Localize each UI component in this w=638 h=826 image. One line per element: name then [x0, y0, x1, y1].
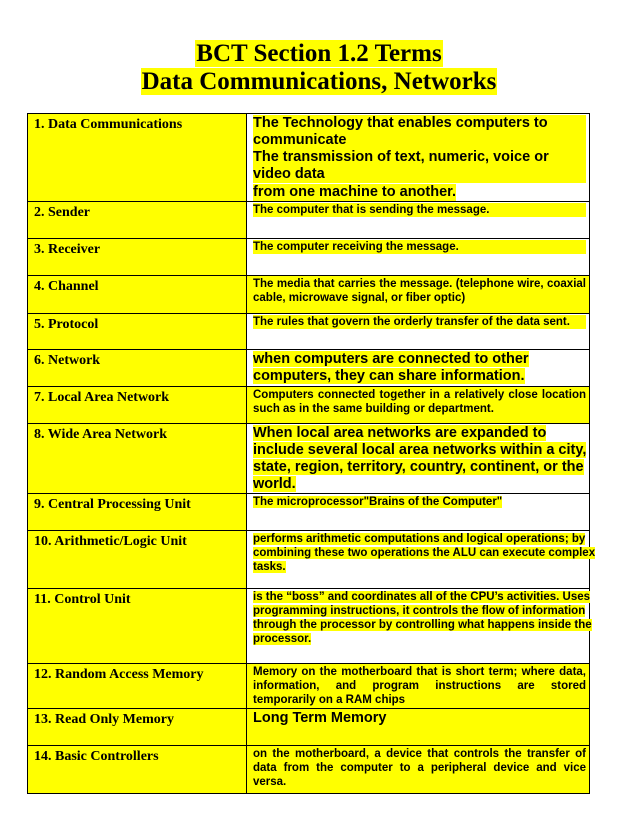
term-cell: 8. Wide Area Network — [28, 424, 247, 494]
definition-text: Computers connected together in a relatively close location such as in the same building or department. — [253, 389, 586, 415]
table-row — [28, 424, 590, 494]
terms-table — [27, 113, 596, 794]
definition-cell — [247, 709, 590, 746]
definition-line: from one machine to another. — [253, 184, 457, 200]
table-row — [28, 387, 590, 424]
term-cell: 10. Arithmetic/Logic Unit — [28, 531, 247, 589]
definition-text: The computer that is sending the message. — [253, 203, 586, 217]
definition-cell — [247, 276, 590, 314]
definition-cell — [247, 387, 590, 424]
definition-text: The microprocessor"Brains of the Computer" — [253, 496, 503, 508]
definition-cell — [247, 202, 590, 239]
table-row — [28, 114, 590, 202]
term-cell: 12. Random Access Memory — [28, 664, 247, 709]
term-cell: 9. Central Processing Unit — [28, 494, 247, 531]
table-row — [28, 494, 590, 531]
table-row — [28, 531, 590, 589]
term-cell: 7. Local Area Network — [28, 387, 247, 424]
term-cell: 1. Data Communications — [28, 114, 247, 202]
definition-cell — [247, 114, 590, 202]
definition-text: Long Term Memory — [253, 710, 387, 726]
term-cell: 11. Control Unit — [28, 589, 247, 664]
table-row — [28, 202, 590, 239]
definition-text: Memory on the motherboard that is short term; where data, information, and program instructions are stored temporarily on a RAM chips — [253, 666, 586, 706]
table-row — [28, 709, 590, 746]
table-row — [28, 589, 590, 664]
table-row — [28, 350, 590, 387]
definition-line: The transmission of text, numeric, voice or video data — [253, 149, 586, 183]
definition-cell — [247, 664, 590, 709]
definition-text: performs arithmetic computations and logical operations; by combining these two operations the ALU can execute complex tasks. — [253, 533, 596, 573]
term-cell: 13. Read Only Memory — [28, 709, 247, 746]
table-row — [28, 276, 590, 314]
page-title: BCT Section 1.2 Terms — [196, 40, 442, 67]
definition-line: The Technology that enables computers to communicate — [253, 115, 586, 149]
definition-cell — [247, 494, 590, 531]
definition-cell — [247, 589, 590, 664]
table-row — [28, 746, 590, 794]
table-row — [28, 664, 590, 709]
definition-text: is the “boss” and coordinates all of the CPU’s activities. Uses programming instructions, it controls the flow of information through the processor by controlling what happens inside the processor. — [253, 591, 592, 645]
definition-cell — [247, 350, 590, 387]
term-cell: 5. Protocol — [28, 314, 247, 350]
definition-cell — [247, 746, 590, 794]
definition-cell — [247, 314, 590, 350]
definition-cell — [247, 531, 596, 589]
table-row — [28, 239, 590, 276]
definition-cell — [247, 424, 590, 494]
table-row — [28, 314, 590, 350]
definition-text: The media that carries the message. (telephone wire, coaxial cable, microwave signal, or fiber optic) — [253, 278, 586, 304]
definition-text: The computer receiving the message. — [253, 240, 586, 254]
definition-text: The rules that govern the orderly transfer of the data sent. — [253, 315, 586, 329]
definition-text: on the motherboard, a device that controls the transfer of data from the computer to a peripheral device and vice versa. — [253, 748, 586, 788]
definition-text: when computers are connected to other computers, they can share information. — [253, 351, 529, 384]
term-cell: 3. Receiver — [28, 239, 247, 276]
term-cell: 2. Sender — [28, 202, 247, 239]
definition-text: When local area networks are expanded to include several local area networks within a city, state, region, territory, country, continent, or the world. — [253, 425, 587, 492]
term-cell: 4. Channel — [28, 276, 247, 314]
page-subtitle: Data Communications, Networks — [141, 68, 497, 95]
term-cell: 6. Network — [28, 350, 247, 387]
term-cell: 14. Basic Controllers — [28, 746, 247, 794]
definition-cell — [247, 239, 590, 276]
